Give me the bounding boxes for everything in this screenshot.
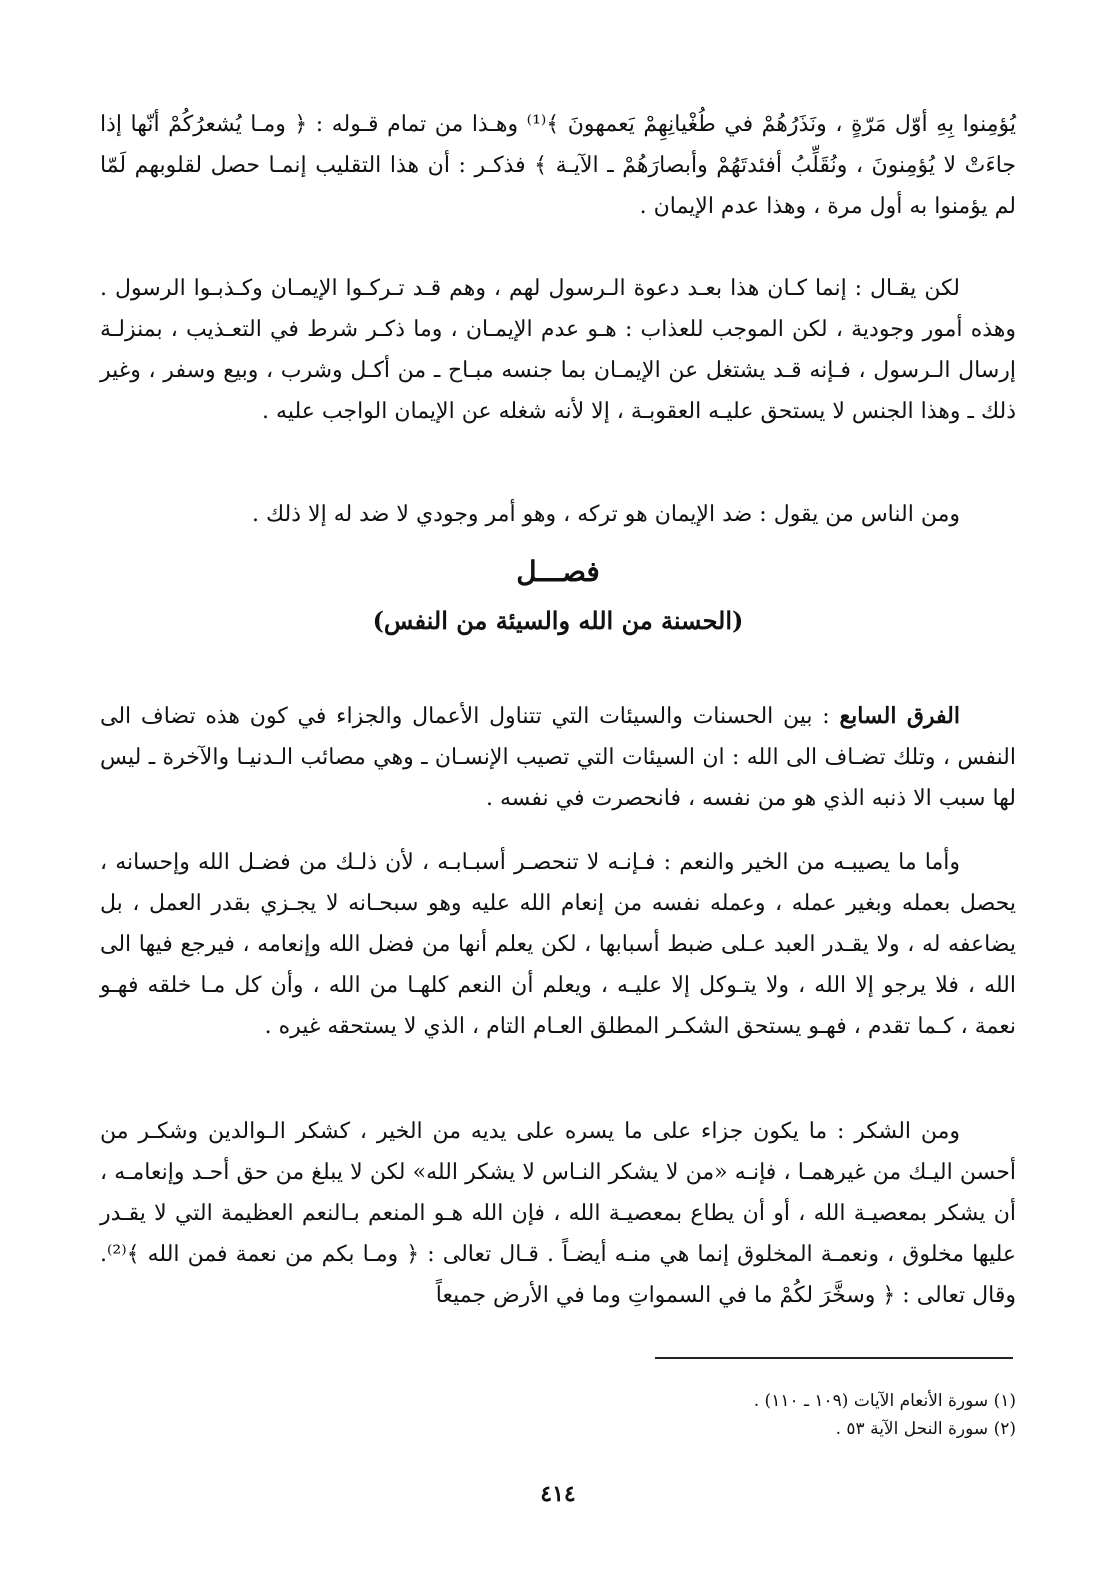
paragraph-quran-continuation: يُؤمِنوا بِهِ أوّل مَرّةٍ ، ونَذَرُهُمْ في طُغْيانِهِمْ يَعمهونَ ﴾⁽¹⁾ وهـذا من تمام قـوله : ﴿ ومـا يُشعرُكُمْ أنّها إذا جاءَتْ لا يُؤمِنونَ ، ونُقَلِّبُ أفئدتَهُمْ وأبصارَهُمْ ـ الآيـة ﴾ فذكـر : أن هذا التقليب إنمـا حصل لقلوبهم لَمّا لم يؤمنوا به أول مرة ، وهذا عدم الإيمان . <box>100 112 1016 219</box>
paragraph-blessings: وأما ما يصيبـه من الخير والنعم : فـإنـه لا تنحصـر أسبـابـه ، لأن ذلـك من فضـل الله وإحسانه ، يحصل بعمله وبغير عمله ، وعمله نفسه من إنعام الله عليه وهو سبحـانه لا يجـزي بقدر العمل ، بل يضاعفه له ، ولا يقـدر العبد عـلى ضبط أسبابها ، لكن يعلم أنها من فضل الله وإنعامه ، فيرجع فيها الى الله ، فلا يرجو إلا الله ، ولا يتـوكل إلا عليـه ، ويعلم أن النعم كلهـا من الله ، وأن كل مـا خلقه فهـو نعمة ، كـما تقدم ، فهـو يستحق الشكـر المطلق العـام التام ، الذي لا يستحقه غيره . <box>100 850 1016 1039</box>
paragraph-gratitude: ومن الشكر : ما يكون جزاء على ما يسره على يديه من الخير ، كشكر الـوالدين وشكـر من أحسن اليـك من غيرهمـا ، فإنـه «من لا يشكر النـاس لا يشكر الله» لكن لا يبلغ من حق أحـد وإنعامـه ، أن يشكر بمعصيـة الله ، أو أن يطاع بمعصيـة الله ، فإن الله هـو المنعم بـالنعم العظيمة التي لا يقـدر عليها مخلوق ، ونعمـة المخلوق إنما هي منـه أيضـاً . قـال تعالى : ﴿ ومـا بكم من نعمة فمن الله ﴾⁽²⁾. وقال تعالى : ﴿ وسخَّرَ لكُمْ ما في السمواتِ وما في الأرض جميعاً <box>100 1119 1016 1308</box>
footnotes <box>600 1387 1016 1443</box>
paragraph-objection: لكن يقـال : إنما كـان هذا بعـد دعوة الـرسول لهم ، وهم قـد تـركـوا الإيمـان وكـذبـوا الرسول . وهذه أمور وجودية ، لكن الموجب للعذاب : هـو عدم الإيمـان ، وما ذكـر شرط في التعـذيب ، بمنزلـة إرسال الـرسول ، فـإنه قـد يشتغل عن الإيمـان بما جنسه مبـاح ـ من أكـل وشرب ، وبيع وسفر ، وغير ذلك ـ وهذا الجنس لا يستحق عليـه العقوبـة ، إلا لأنه شغله عن الإيمان الواجب عليه . <box>100 276 1016 424</box>
section-heading: فصـــل <box>516 555 600 588</box>
footnote-1: (١) سورة الأنعام الآيات (١٠٩ ـ ١١٠) . <box>753 1391 1016 1411</box>
page-number: ٤١٤ <box>540 1481 576 1507</box>
footnote-divider <box>655 1357 1013 1359</box>
section-subheading: (الحسنة من الله والسيئة من النفس) <box>372 606 744 635</box>
footnote-2: (٢) سورة النحل الآية ٥٣ . <box>835 1419 1016 1439</box>
paragraph-seventh-difference <box>100 696 1016 819</box>
paragraph-lead-label: الفرق السابع <box>839 703 960 729</box>
paragraph-opinion: ومن الناس من يقول : ضد الإيمان هو تركه ، وهو أمر وجودي لا ضد له إلا ذلك . <box>252 502 960 527</box>
paragraph-body-text: : بين الحسنات والسيئات التي تتناول الأعمال والجزاء في كون هذه تضاف الى النفس ، وتلك تضـاف الى الله : ان السيئات التي تصيب الإنسـان ـ وهي مصائب الـدنيـا والآخرة ـ ليس لها سبب الا ذنبه الذي هو من نفسه ، فانحصرت في نفسه . <box>100 704 1016 811</box>
